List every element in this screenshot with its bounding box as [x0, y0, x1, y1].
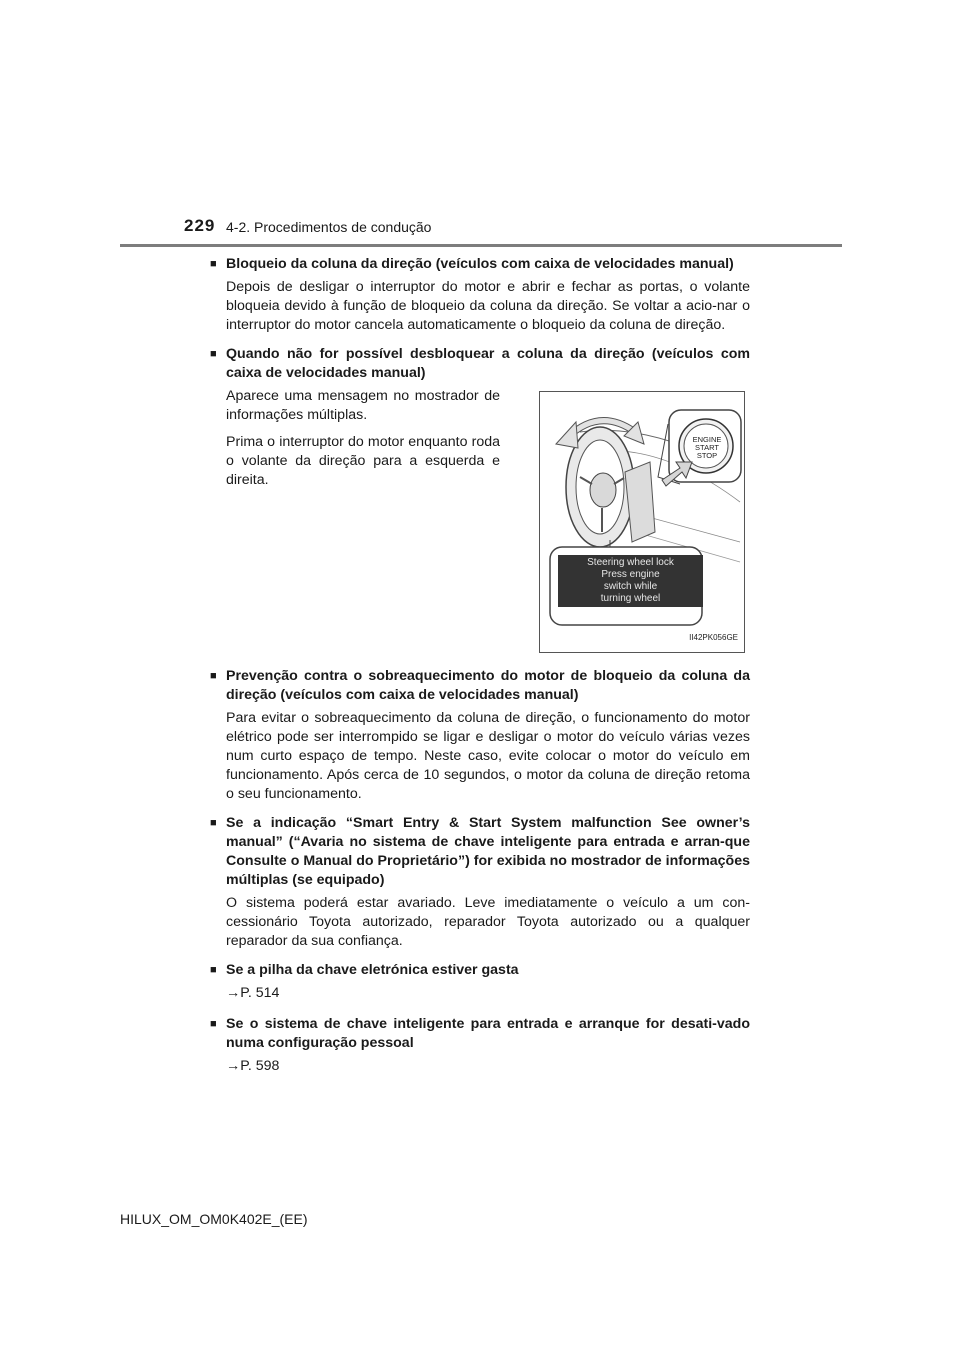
- section-body: Aparece uma mensagem no mostrador de informações múltiplas.: [226, 388, 500, 423]
- engine-start-stop-label: ENGINE START STOP: [692, 435, 722, 460]
- bullet-icon: ■: [210, 258, 217, 270]
- section-body: O sistema poderá estar avariado. Leve imediatamente o veículo a um con-cessionário Toyota autorizado, reparador Toyota autorizado ou a qualquer reparador da sua confiança.: [226, 895, 750, 949]
- bullet-icon: ■: [210, 1018, 217, 1030]
- section-heading: [210, 1015, 750, 1053]
- section-body: Prima o interruptor do motor enquanto roda o volante da direção para a esquerda e direita.: [226, 434, 500, 488]
- page-reference: →P. 514: [226, 985, 280, 1001]
- page-number: 229: [184, 216, 216, 235]
- figure-row: [210, 387, 750, 653]
- section-heading: [210, 814, 750, 890]
- page-reference: →P. 598: [226, 1058, 280, 1074]
- multi-info-display-message: Steering wheel lock Press engine switch while turning wheel: [558, 555, 703, 607]
- header-rule: [120, 244, 842, 247]
- section-body: Depois de desligar o interruptor do motor e abrir e fechar as portas, o volante bloqueia devido à função de bloqueio da coluna da direção. Se voltar a acio-nar o interruptor do motor cancela automaticamente o bloqueio da coluna de direção.: [226, 279, 750, 333]
- section-heading-text: Se a indicação “Smart Entry & Start System malfunction See owner’s manual” (“Avaria no sistema de chave inteligente para entrada e arran-que Consulte o Manual do Proprietário”) for exibida no mostrador de informações múltiplas (se equipado): [226, 815, 750, 888]
- figure-code: II42PK056GE: [689, 633, 738, 642]
- section-heading: [210, 667, 750, 705]
- document-id: HILUX_OM_OM0K402E_(EE): [120, 1211, 308, 1227]
- chapter-title: 4-2. Procedimentos de condução: [226, 219, 432, 235]
- section-body: Para evitar o sobreaquecimento da coluna de direção, o funcionamento do motor elétrico pode ser interrompido se ligar e desligar o motor do veículo várias vezes num curto espaço de tempo. Neste caso, evite colocar o motor do veículo em funcionamento. Após cerca de 10 segundos, o motor da coluna de direção retoma o seu funcionamento.: [226, 710, 750, 802]
- bullet-icon: ■: [210, 348, 217, 360]
- section-heading: [210, 255, 750, 274]
- page-content: [210, 255, 750, 1088]
- bullet-icon: ■: [210, 964, 217, 976]
- section-heading: [210, 961, 750, 980]
- section-heading-text: Se a pilha da chave eletrónica estiver gasta: [226, 962, 519, 978]
- section-heading-text: Quando não for possível desbloquear a coluna da direção (veículos com caixa de velocidades manual): [226, 346, 750, 381]
- steering-lock-illustration: [539, 391, 745, 653]
- section-heading-text: Prevenção contra o sobreaquecimento do motor de bloqueio da coluna da direção (veículos com caixa de velocidades manual): [226, 668, 750, 703]
- bullet-icon: ■: [210, 670, 217, 682]
- section-heading-text: Se o sistema de chave inteligente para entrada e arranque for desati-vado numa configuração pessoal: [226, 1016, 750, 1051]
- steering-wheel-drawing: [540, 392, 744, 652]
- section-heading: [210, 345, 750, 383]
- section-heading-text: Bloqueio da coluna da direção (veículos com caixa de velocidades manual): [226, 256, 734, 272]
- figure-text: [210, 387, 500, 498]
- bullet-icon: ■: [210, 817, 217, 829]
